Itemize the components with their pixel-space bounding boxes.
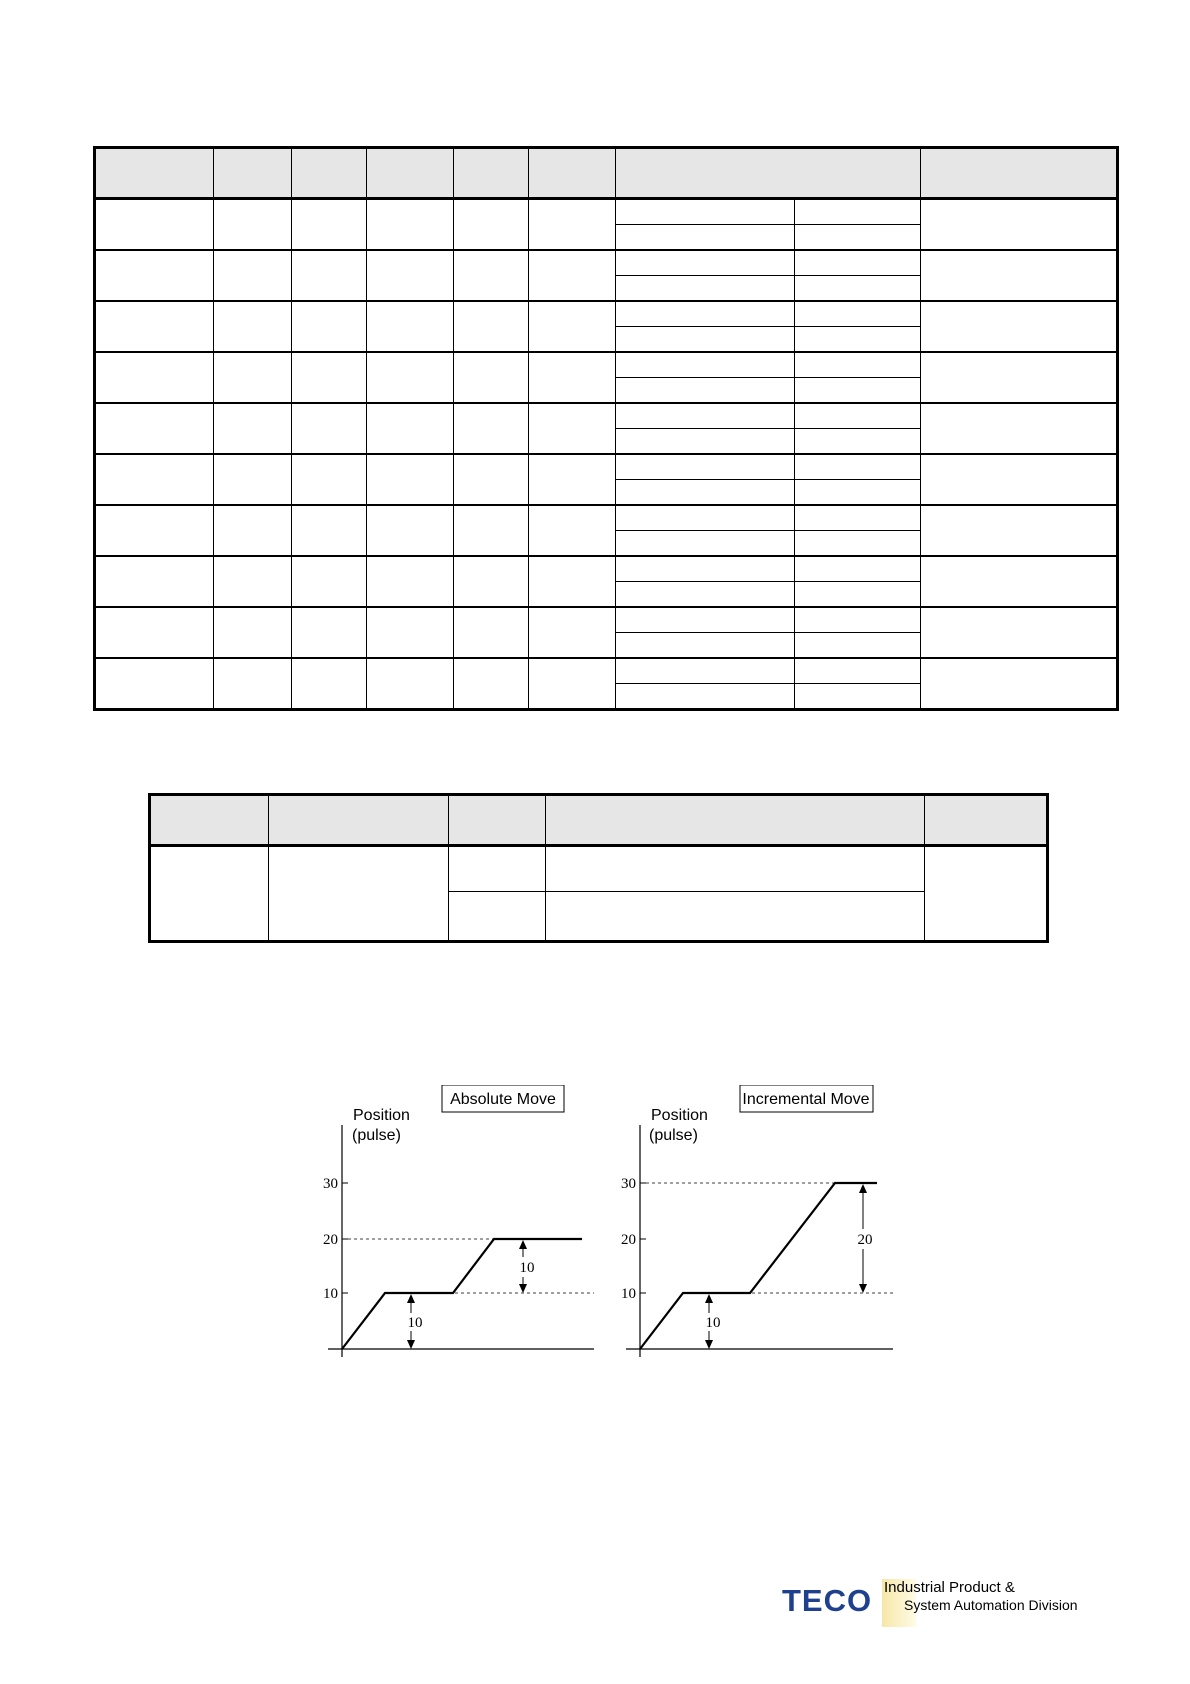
table-cell bbox=[795, 301, 921, 327]
header-cell bbox=[367, 148, 454, 199]
table-cell bbox=[367, 250, 454, 301]
table-cell bbox=[292, 352, 367, 403]
table-cell bbox=[95, 556, 214, 607]
table-cell bbox=[214, 556, 292, 607]
table-cell bbox=[214, 607, 292, 658]
table-cell bbox=[546, 846, 925, 892]
division-name-line1: Industrial Product & bbox=[884, 1579, 1015, 1596]
table-cell bbox=[795, 684, 921, 710]
table-cell bbox=[921, 505, 1118, 556]
table-row bbox=[95, 505, 1118, 531]
table-cell bbox=[529, 505, 616, 556]
table-cell bbox=[616, 276, 795, 302]
table-cell bbox=[454, 301, 529, 352]
diagram-title: Incremental Move bbox=[742, 1091, 870, 1108]
table-cell bbox=[795, 633, 921, 659]
arrow-head bbox=[407, 1340, 415, 1349]
header-cell bbox=[925, 795, 1048, 846]
table-cell bbox=[150, 846, 269, 942]
tick-label-20: 20 bbox=[323, 1232, 338, 1248]
table-cell bbox=[616, 556, 795, 582]
table-cell bbox=[795, 403, 921, 429]
table-cell bbox=[795, 480, 921, 506]
table-cell bbox=[921, 454, 1118, 505]
arrow-head bbox=[859, 1184, 867, 1193]
diagram-title: Absolute Move bbox=[450, 1091, 556, 1108]
y-axis-label: Position bbox=[651, 1107, 708, 1124]
table-cell bbox=[367, 454, 454, 505]
table-cell bbox=[95, 403, 214, 454]
table-cell bbox=[292, 658, 367, 710]
header-cell bbox=[269, 795, 449, 846]
table-cell bbox=[529, 352, 616, 403]
tick-label-20: 20 bbox=[621, 1232, 636, 1248]
y-axis-unit: (pulse) bbox=[649, 1127, 698, 1144]
arrow-head bbox=[519, 1240, 527, 1249]
mode-table bbox=[148, 793, 1049, 943]
table-cell bbox=[214, 505, 292, 556]
table-cell bbox=[616, 250, 795, 276]
table-cell bbox=[616, 684, 795, 710]
table-row bbox=[95, 607, 1118, 633]
table-cell bbox=[616, 352, 795, 378]
table-cell bbox=[795, 429, 921, 455]
table-cell bbox=[214, 658, 292, 710]
table-cell bbox=[292, 556, 367, 607]
table-cell bbox=[795, 454, 921, 480]
table-cell bbox=[795, 327, 921, 353]
table-cell bbox=[292, 403, 367, 454]
table-cell bbox=[616, 301, 795, 327]
dimension-label: 20 bbox=[857, 1232, 873, 1248]
table-cell bbox=[921, 556, 1118, 607]
table-cell bbox=[529, 454, 616, 505]
table-cell bbox=[292, 505, 367, 556]
table-cell bbox=[795, 250, 921, 276]
table-row bbox=[95, 403, 1118, 429]
table-cell bbox=[616, 582, 795, 608]
company-logo bbox=[782, 1579, 1102, 1631]
arrow-head bbox=[859, 1284, 867, 1293]
table-cell bbox=[454, 505, 529, 556]
position-profile bbox=[342, 1239, 582, 1349]
table-cell bbox=[292, 454, 367, 505]
dimension-label: 10 bbox=[407, 1315, 423, 1331]
arrow-head bbox=[519, 1284, 527, 1293]
table-cell bbox=[616, 480, 795, 506]
table-cell bbox=[616, 454, 795, 480]
table-cell bbox=[795, 505, 921, 531]
position-profile bbox=[640, 1183, 877, 1349]
header-cell bbox=[921, 148, 1118, 199]
table-cell bbox=[367, 301, 454, 352]
table-row bbox=[95, 658, 1118, 684]
header-cell bbox=[95, 148, 214, 199]
tick-label-10: 10 bbox=[323, 1286, 338, 1302]
table-cell bbox=[454, 352, 529, 403]
header-cell bbox=[150, 795, 269, 846]
table-cell bbox=[454, 658, 529, 710]
table-cell bbox=[95, 199, 214, 251]
table-cell bbox=[795, 582, 921, 608]
table-cell bbox=[546, 892, 925, 942]
table-cell bbox=[529, 250, 616, 301]
header-cell bbox=[292, 148, 367, 199]
table-cell bbox=[616, 429, 795, 455]
table-cell bbox=[367, 556, 454, 607]
table-cell bbox=[616, 658, 795, 684]
division-name-line2: System Automation Division bbox=[904, 1597, 1078, 1613]
table-cell bbox=[214, 454, 292, 505]
table-cell bbox=[616, 225, 795, 251]
table-cell bbox=[795, 658, 921, 684]
table-cell bbox=[616, 199, 795, 225]
table-cell bbox=[214, 352, 292, 403]
table-cell bbox=[921, 352, 1118, 403]
table-cell bbox=[454, 454, 529, 505]
table-cell bbox=[921, 658, 1118, 710]
table-cell bbox=[616, 633, 795, 659]
table-cell bbox=[292, 250, 367, 301]
header-cell bbox=[449, 795, 546, 846]
table-row bbox=[95, 556, 1118, 582]
table-row bbox=[150, 846, 1048, 892]
tick-label-30: 30 bbox=[323, 1176, 338, 1192]
table-cell bbox=[367, 199, 454, 251]
table-cell bbox=[292, 199, 367, 251]
table-cell bbox=[95, 454, 214, 505]
table-cell bbox=[214, 199, 292, 251]
table-cell bbox=[921, 403, 1118, 454]
table-cell bbox=[925, 846, 1048, 942]
table-cell bbox=[449, 892, 546, 942]
table-cell bbox=[921, 607, 1118, 658]
table-cell bbox=[454, 556, 529, 607]
table-cell bbox=[795, 378, 921, 404]
table-cell bbox=[454, 199, 529, 251]
table-cell bbox=[454, 607, 529, 658]
incremental-move-diagram bbox=[596, 1085, 906, 1360]
table-cell bbox=[454, 403, 529, 454]
table-cell bbox=[795, 199, 921, 225]
table-cell bbox=[95, 301, 214, 352]
header-cell bbox=[546, 795, 925, 846]
table-cell bbox=[795, 352, 921, 378]
table-cell bbox=[214, 403, 292, 454]
header-cell bbox=[529, 148, 616, 199]
table-header-row bbox=[150, 795, 1048, 846]
table-cell bbox=[616, 378, 795, 404]
table-cell bbox=[95, 607, 214, 658]
table-cell bbox=[921, 250, 1118, 301]
logo-wordmark: TECO bbox=[782, 1583, 873, 1618]
table-cell bbox=[95, 352, 214, 403]
arrow-head bbox=[705, 1294, 713, 1303]
dimension-label: 10 bbox=[519, 1260, 535, 1276]
table-cell bbox=[616, 531, 795, 557]
table-cell bbox=[616, 607, 795, 633]
table-header-row bbox=[95, 148, 1118, 199]
y-axis-unit: (pulse) bbox=[352, 1127, 401, 1144]
table-cell bbox=[795, 225, 921, 251]
arrow-head bbox=[407, 1294, 415, 1303]
absolute-move-diagram bbox=[300, 1085, 600, 1360]
arrow-head bbox=[705, 1340, 713, 1349]
table-cell bbox=[95, 658, 214, 710]
table-row bbox=[95, 352, 1118, 378]
table-cell bbox=[795, 607, 921, 633]
table-cell bbox=[529, 556, 616, 607]
header-cell bbox=[616, 148, 921, 199]
dimension-label: 10 bbox=[705, 1315, 721, 1331]
table-cell bbox=[795, 276, 921, 302]
table-cell bbox=[449, 846, 546, 892]
table-cell bbox=[292, 607, 367, 658]
table-cell bbox=[529, 301, 616, 352]
header-cell bbox=[454, 148, 529, 199]
table-cell bbox=[529, 658, 616, 710]
table-cell bbox=[214, 250, 292, 301]
table-cell bbox=[921, 301, 1118, 352]
table-cell bbox=[529, 607, 616, 658]
table-cell bbox=[367, 607, 454, 658]
table-cell bbox=[616, 505, 795, 531]
header-cell bbox=[214, 148, 292, 199]
table-row bbox=[95, 250, 1118, 276]
table-cell bbox=[95, 250, 214, 301]
parameter-table bbox=[93, 146, 1119, 711]
table-cell bbox=[616, 403, 795, 429]
table-cell bbox=[454, 250, 529, 301]
table-cell bbox=[269, 846, 449, 942]
table-row bbox=[95, 301, 1118, 327]
table-cell bbox=[367, 505, 454, 556]
table-cell bbox=[292, 301, 367, 352]
table-row bbox=[95, 454, 1118, 480]
table-cell bbox=[367, 658, 454, 710]
table-cell bbox=[367, 403, 454, 454]
table-cell bbox=[214, 301, 292, 352]
table-cell bbox=[795, 531, 921, 557]
table-cell bbox=[616, 327, 795, 353]
table-cell bbox=[95, 505, 214, 556]
table-cell bbox=[367, 352, 454, 403]
y-axis-label: Position bbox=[353, 1107, 410, 1124]
table-cell bbox=[529, 403, 616, 454]
table-cell bbox=[921, 199, 1118, 251]
table-cell bbox=[795, 556, 921, 582]
table-cell bbox=[529, 199, 616, 251]
tick-label-30: 30 bbox=[621, 1176, 636, 1192]
tick-label-10: 10 bbox=[621, 1286, 636, 1302]
table-row bbox=[95, 199, 1118, 225]
